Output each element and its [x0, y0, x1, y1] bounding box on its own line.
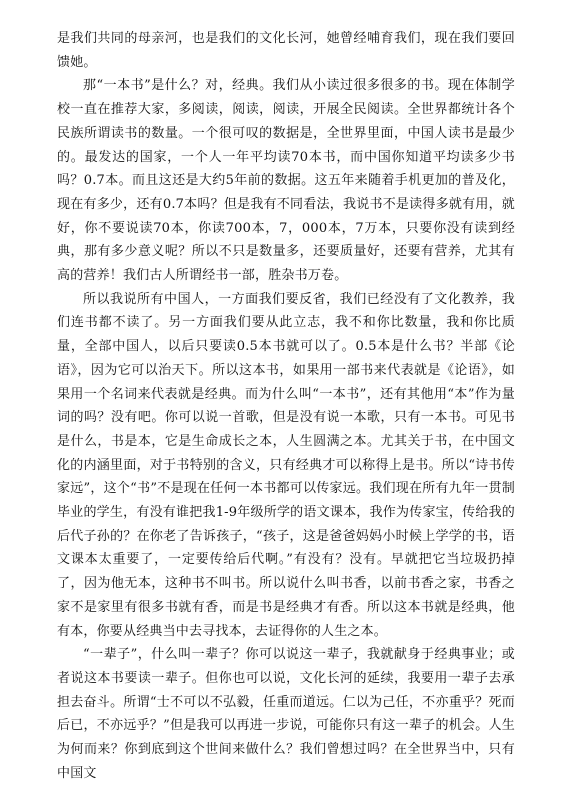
paragraph-2: 那“一本书”是什么？对，经典。我们从小读过很多很多的书。现在体制学校一直在推荐大家，多阅读，阅读，阅读，开展全民阅读。全世界都统计各个民族所谓读书的数量。一个很可叹的数据是，全世界里面，中国人读书是最少的。最发达的国家，一个人一年平均读70本书，而中国你知道平均读多少书吗？0.7本。而且这还是大约5年前的数据。这五年来随着手机更加的普及化，现在有多少，还有0.7本吗？但是我有不同看法，我说书不是读得多就有用，就好，你不要说读70本，你读700本，7，000本，7万本，只要你没有读到经典，那有多少意义呢？所以不只是数量多，还要质量好，还要有营养，尤其有高的营养！我们古人所谓经书一部，胜杂书万卷。	[57, 78, 515, 284]
paragraph-1: 是我们共同的母亲河，也是我们的文化长河，她曾经哺育我们，现在我们要回馈她。	[57, 31, 515, 70]
paragraph-3: 所以我说所有中国人，一方面我们要反省，我们已经没有了文化教养，我们连书都不读了。另一方面我们要从此立志，我不和你比数量，我和你比质量，全部中国人，以后只要读0.5本书就可以了。0.5本是什么书？半部《论语》，因为它可以治天下。所以这本书，如果用一部书来代表就是《论语》，如果用一个名词来代表就是经典。而为什么叫“一本书”，还有其他用“本”作为量词的吗？没有吧。你可以说一首歌，但是没有说一本歌，只有一本书。可见书是什么，书是本，它是生命成长之本，人生圆满之本。尤其关于书，在中国文化的内涵里面，对于书特别的含义，只有经典才可以称得上是书。所以“诗书传家远”，这个“书”不是现在任何一本书都可以传家远。我们现在所有九年一贯制毕业的学生，有没有谁把我1-9年级所学的语文课本，我作为传家宝，传给我的后代子孙的？在你老了告诉孩子，“孩子，这是爸爸妈妈小时候上学学的书，语文课本太重要了，一定要传给后代啊。”有没有？没有。早就把它当垃圾扔掉了，因为他无本，这种书不叫书。所以说什么叫书香，以前书香之家，书香之家不是家里有很多书就有香，而是书是经典才有香。所以这本书就是经典，他有本，你要从经典当中去寻找本，去证得你的人生之本。	[57, 291, 515, 639]
paragraph-4: “一辈子”，什么叫一辈子？你可以说这一辈子，我就献身于经典事业；或者说这本书要读一辈子。但你也可以说，文化长河的延续，我要用一辈子去承担去奋斗。所谓“士不可以不弘毅，任重而道远。仁以为己任，不亦重乎？死而后已，不亦远乎？”但是我可以再进一步说，可能你只有这一辈子的机会。人生为何而来？你到底到这个世间来做什么？我们曾想过吗？在全世界当中，只有中国文	[57, 647, 515, 781]
document-page	[57, 27, 515, 786]
